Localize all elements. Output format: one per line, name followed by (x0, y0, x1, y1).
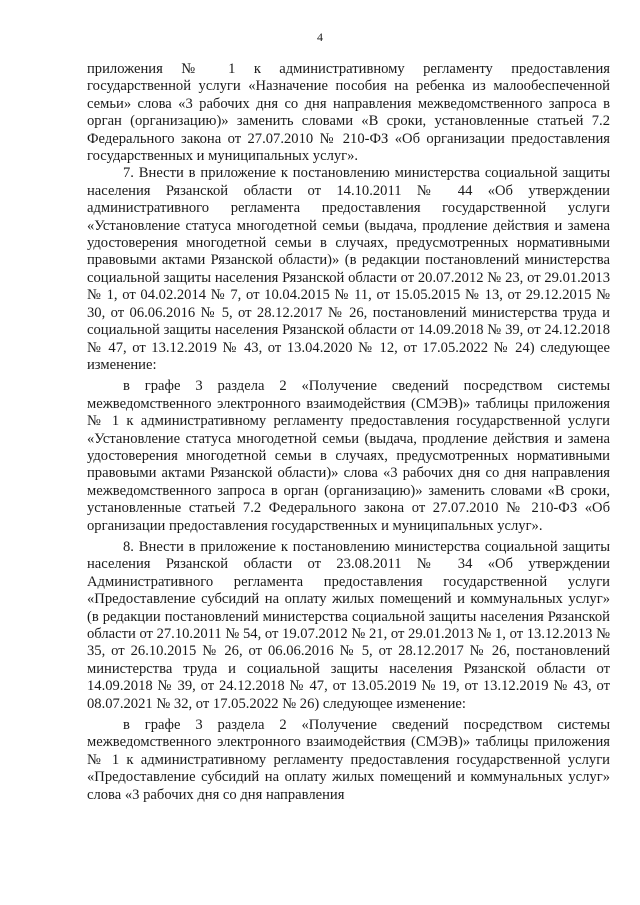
page-number: 4 (317, 30, 323, 44)
document-body (87, 61, 610, 804)
paragraph-item-8-change: в графе 3 раздела 2 «Получение сведений посредством системы межведомственного электронного взаимодействия (СМЭВ)» таблицы приложения № 1 к административному регламенту предоставления государственной услуги «Предоставление субсидий на оплату жилых помещений и коммунальных услуг» слова «3 рабочих дня со дня направления (87, 717, 610, 803)
paragraph-continuation: приложения № 1 к административному регламенту предоставления государственной услуги «Назначение пособия на ребенка из малообеспеченной семьи» слова «3 рабочих дня со дня направления межведомственного запроса в орган (организацию)» заменить словами «В сроки, установленные статьей 7.2 Федерального закона от 27.07.2010 № 210-ФЗ «Об организации предоставления государственных и муниципальных услуг». (87, 61, 610, 165)
paragraph-item-7-change: в графе 3 раздела 2 «Получение сведений посредством системы межведомственного электронного взаимодействия (СМЭВ)» таблицы приложения № 1 к административному регламенту предоставления государственной услуги «Установление статуса многодетной семьи (выдача, продление действия и замена удостоверения многодетной семьи в случаях, предусмотренных нормативными правовыми актами Рязанской области)» слова «3 рабочих дня со дня направления межведомственного запроса в орган (организацию)» заменить словами «В сроки, установленные статьей 7.2 Федерального закона от 27.07.2010 № 210-ФЗ «Об организации предоставления государственных и муниципальных услуг». (87, 378, 610, 534)
paragraph-item-8: 8. Внести в приложение к постановлению министерства социальной защиты населения Рязанской области от 23.08.2011 № 34 «Об утверждении Административного регламента предоставления государственной услуги «Предоставление субсидий на оплату жилых помещений и коммунальных услуг» (в редакции постановлений министерства социальной защиты населения Рязанской области от 27.10.2011 № 54, от 19.07.2012 № 21, от 29.01.2013 № 1, от 13.12.2013 № 35, от 26.10.2015 № 26, от 06.06.2016 № 5, от 28.12.2017 № 26, постановлений министерства труда и социальной защиты населения Рязанской области от 14.09.2018 № 39, от 24.12.2018 № 47, от 13.05.2019 № 19, от 13.12.2019 № 43, от 08.07.2021 № 32, от 17.05.2022 № 26) следующее изменение: (87, 538, 610, 712)
paragraph-item-7: 7. Внести в приложение к постановлению министерства социальной защиты населения Рязанской области от 14.10.2011 № 44 «Об утверждении административного регламента предоставления государственной услуги «Установление статуса многодетной семьи (выдача, продление действия и замена удостоверения многодетной семьи в случаях, предусмотренных нормативными правовыми актами Рязанской области)» (в редакции постановлений министерства социальной защиты населения Рязанской области от 20.07.2012 № 23, от 29.01.2013 № 1, от 04.02.2014 № 7, от 10.04.2015 № 11, от 15.05.2015 № 13, от 29.12.2015 № 30, от 06.06.2016 № 5, от 28.12.2017 № 26, постановлений министерства труда и социальной защиты населения Рязанской области от 14.09.2018 № 39, от 24.12.2018 № 47, от 13.12.2019 № 43, от 13.04.2020 № 12, от 17.05.2022 № 24) следующее изменение: (87, 165, 610, 373)
